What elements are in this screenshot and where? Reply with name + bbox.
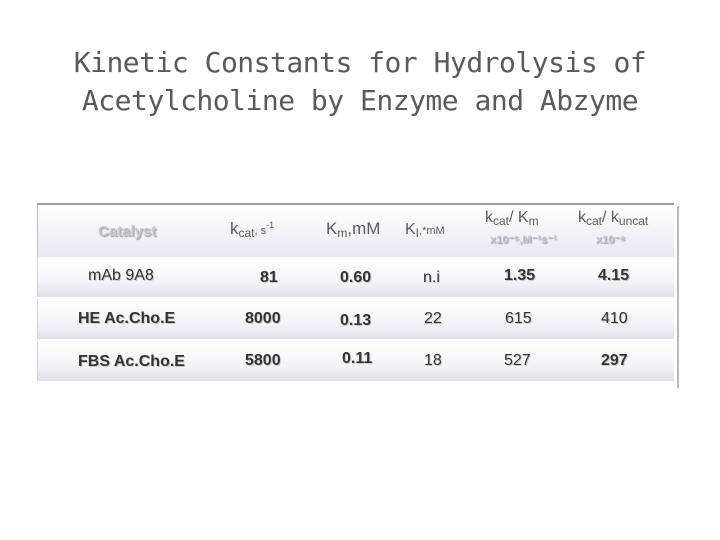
header-ki: $K_I,*mM$	[405, 221, 445, 240]
table-header-row	[37, 203, 674, 257]
cell-kcat-km: 615	[505, 310, 532, 327]
cell-catalyst: mAb 9A8	[88, 267, 154, 284]
cell-catalyst: FBS Ac.Cho.E	[78, 353, 185, 370]
header-catalyst: Catalyst	[98, 223, 157, 240]
cell-kcat: 5800	[245, 352, 281, 369]
table-row	[37, 257, 674, 297]
cell-kcat-kuncat: 410	[601, 310, 628, 327]
header-km: $K_m,mM$	[326, 219, 381, 240]
cell-ki: n.i	[423, 269, 440, 286]
cell-kcat-kuncat: 4.15	[598, 267, 630, 284]
cell-kcat-kuncat: 297	[601, 352, 628, 369]
table-row	[37, 299, 674, 339]
title-line-1: Kinetic Constants for Hydrolysis of	[73, 46, 647, 79]
slide-title	[0, 44, 720, 120]
kinetic-constants-table	[37, 203, 677, 388]
cell-kcat-km: 527	[504, 352, 531, 369]
header-kcat-km-scale: x10⁻⁵,M⁻¹s⁻¹	[490, 234, 557, 246]
cell-ki: 22	[424, 310, 442, 327]
title-line-2: Acetylcholine by Enzyme and Abzyme	[81, 84, 639, 117]
header-kcat-kuncat: $k_{cat}/$ $k_{uncat}$	[578, 209, 649, 228]
cell-km: 0.60	[340, 269, 372, 286]
cell-kcat: 81	[260, 269, 278, 286]
cell-km: 0.13	[340, 312, 372, 329]
header-kcat-kuncat-scale: x10⁻⁸	[596, 234, 626, 246]
header-kcat-km: $k_{cat}/$ $K_m$	[485, 209, 539, 228]
cell-ki: 18	[424, 352, 442, 369]
cell-kcat: 8000	[245, 310, 281, 327]
cell-km: 0.11	[342, 350, 373, 367]
cell-kcat-km: 1.35	[504, 267, 536, 284]
header-kcat: $k_{cat}$, $s^{-1}$	[230, 219, 275, 240]
table-row	[37, 341, 674, 381]
cell-catalyst: HE Ac.Cho.E	[78, 310, 176, 327]
